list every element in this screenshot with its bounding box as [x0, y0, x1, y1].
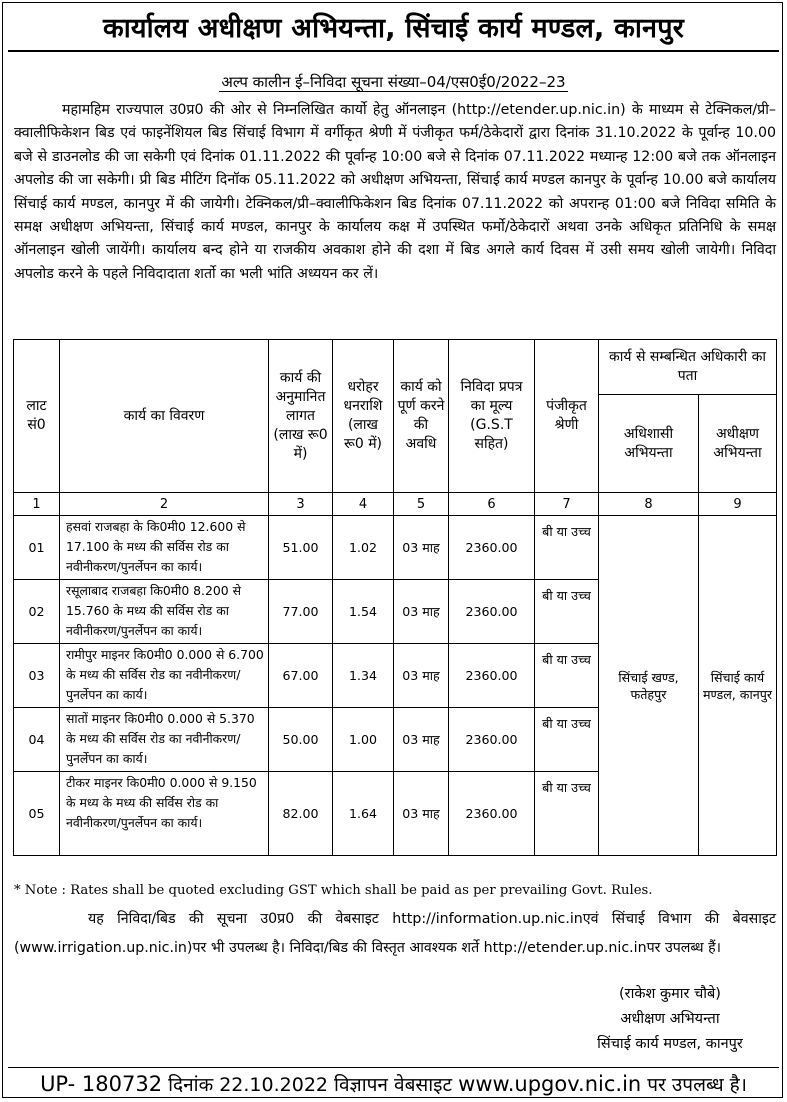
header-completion-period: कार्य को पूर्ण करने की अवधि — [394, 340, 449, 493]
header-form-cost: निविदा प्रपत्र का मूल्य (G.S.T सहित) — [449, 340, 535, 493]
column-number: 1 — [14, 493, 60, 516]
estimated-cost: 50.00 — [269, 708, 333, 772]
lot-number: 05 — [14, 772, 60, 856]
completion-period: 03 माह — [394, 516, 449, 580]
lot-number: 02 — [14, 580, 60, 644]
signatory-office: सिंचाई कार्य मण्डल, कानपुर — [597, 1036, 743, 1052]
column-number: 8 — [599, 493, 699, 516]
signatory-designation: अधीक्षण अभियन्ता — [620, 1011, 720, 1027]
column-number: 6 — [449, 493, 535, 516]
column-number: 2 — [60, 493, 269, 516]
header-registered-class: पंजीकृत श्रेणी — [535, 340, 599, 493]
work-description: रामीपुर माइनर कि0मी0 0.000 से 6.700 के मध्य की सर्विस रोड का नवीनीकरण/पुनर्लेपन का कार्य। — [60, 644, 269, 708]
executive-engineer-office: सिंचाई खण्ड, फतेहपुर — [599, 516, 699, 856]
header-earnest-money: धरोहर धनराशि (लाख रू0 में) — [333, 340, 394, 493]
page-title: कार्यालय अधीक्षण अभियन्ता, सिंचाई कार्य मण्डल, कानपुर — [103, 13, 684, 44]
header-executive-engineer: अधिशासी अभियन्ता — [599, 395, 699, 493]
completion-period: 03 माह — [394, 772, 449, 856]
bottom-divider — [8, 1067, 779, 1068]
form-cost: 2360.00 — [449, 644, 535, 708]
header-officer-address: कार्य से सम्बन्धित अधिकारी का पता — [599, 340, 777, 395]
registered-class: बी या उच्च — [535, 516, 599, 580]
work-description: हसवां राजबहा के कि0मी0 12.600 से 17.100 के मध्य की सर्विस रोड का नवीनीकरण/पुनर्लेपन का कार्य। — [60, 516, 269, 580]
completion-period: 03 माह — [394, 708, 449, 772]
registered-class: बी या उच्च — [535, 580, 599, 644]
header-superintending-engineer: अधीक्षण अभियन्ता — [699, 395, 777, 493]
column-number: 4 — [333, 493, 394, 516]
lot-number: 01 — [14, 516, 60, 580]
column-number: 7 — [535, 493, 599, 516]
registered-class: बी या उच्च — [535, 644, 599, 708]
superintending-engineer-office: सिंचाई कार्य मण्डल, कानपुर — [699, 516, 777, 856]
lot-number: 04 — [14, 708, 60, 772]
form-cost: 2360.00 — [449, 708, 535, 772]
form-cost: 2360.00 — [449, 580, 535, 644]
column-number: 9 — [699, 493, 777, 516]
estimated-cost: 77.00 — [269, 580, 333, 644]
form-cost: 2360.00 — [449, 772, 535, 856]
lot-number: 03 — [14, 644, 60, 708]
earnest-money: 1.00 — [333, 708, 394, 772]
work-description: सातों माइनर कि0मी0 0.000 से 5.370 के मध्य की सर्विस रोड का नवीनीकरण/पुनर्लेपन का कार्य। — [60, 708, 269, 772]
earnest-money: 1.64 — [333, 772, 394, 856]
advertisement-suffix: पर उपलब्ध है। — [647, 1074, 747, 1096]
advertisement-code: UP- 180732 — [40, 1072, 163, 1096]
works-table — [13, 339, 777, 856]
notice-number-text: अल्प कालीन ई–निविदा सूचना संख्या–04/एस0ई0/2022–23 — [221, 73, 566, 91]
column-number-row — [14, 493, 777, 516]
advertisement-line — [0, 1071, 787, 1097]
work-description: रसूलाबाद राजबहा कि0मी0 8.200 से 15.760 के मध्य की सर्विस रोड का नवीनीकरण/पुनर्लेपन का कार्य। — [60, 580, 269, 644]
table-row — [14, 516, 777, 580]
estimated-cost: 67.00 — [269, 644, 333, 708]
header-lot: लाट सं0 — [14, 340, 60, 493]
notice-number — [0, 72, 787, 92]
earnest-money: 1.02 — [333, 516, 394, 580]
completion-period: 03 माह — [394, 644, 449, 708]
work-description: टीकर माइनर कि0मी0 0.000 से 9.150 के मध्य के मध्य की सर्विस रोड का नवीनीकरण/पुनर्लेपन का कार्य। — [60, 772, 269, 856]
advertisement-date: दिनांक 22.10.2022 विज्ञापन वेबसाइट — [168, 1074, 453, 1096]
gst-note: * Note : Rates shall be quoted excluding GST which shall be paid as per prevailing Govt. Rules. — [14, 883, 653, 898]
registered-class: बी या उच्च — [535, 772, 599, 856]
registered-class: बी या उच्च — [535, 708, 599, 772]
intro-paragraph: महामहिम राज्यपाल उ0प्र0 की ओर से निम्नलिखित कार्यो हेतु ऑनलाइन (http://etender.up.nic.in) के माध्यम से टेक्निकल/प्री–क्वालीफिकेशन बिड एवं फाइनेंशियल बिड सिंचाई विभाग में वर्गीकृत श्रेणी में पंजीकृत फर्म/ठेकेदारों द्वारा दिनांक 31.10.2022 के पूर्वान्ह 10.00 बजे से डाउनलोड की जा सकेगी एवं दिनांक 01.11.2022 की पूर्वान्ह 10:00 बजे से दिनांक 07.11.2022 मध्यान्ह 12:00 बजे तक ऑनलाइन अपलोड की जा सकेगी। प्री बिड मीटिंग दिनॉक 05.11.2022 को अधीक्षण अभियन्ता, सिंचाई कार्य मण्डल कानपुर के पूर्वान्ह 10.00 बजे कार्यालय सिंचाई कार्य मण्डल, कानपुर में की जायेगी। टेक्निकल/प्री–क्वालीफिकेशन बिड दिनांक 07.11.2022 को अपरान्ह 01:00 बजे निविदा समिति के समक्ष अधीक्षण अभियन्ता, सिंचाई कार्य मण्डल, कानपुर के कार्यालय कक्ष में उपस्थित फर्मो/ठेकेदारों अथवा उनके अधिकृत प्रतिनिधि के समक्ष ऑनलाइन खोली जायेंगी। कार्यालय बन्द होने या राजकीय अवकाश होने की दशा में बिड अगले कार्य दिवस में उसी समय खोली जायेगी। निविदा अपलोड करने के पहले निविदादाता शर्तो का भली भांति अध्ययन कर लें। — [14, 102, 776, 282]
header-estimated-cost: कार्य की अनुमानित लागत (लाख रू0 में) — [269, 340, 333, 493]
website-info-paragraph: यह निविदा/बिड की सूचना उ0प्र0 की वेबसाइट http://information.up.nic.inएवं सिंचाई विभाग की बेवसाइट (www.irrigation.up.nic.in)पर भी उपलब्ध है। निविदा/बिड की विस्तृत आवश्यक शर्ते http://etender.up.nic.inपर उपलब्ध हैं। — [14, 911, 776, 956]
advertisement-website: www.upgov.nic.in — [458, 1072, 642, 1096]
earnest-money: 1.54 — [333, 580, 394, 644]
title-divider — [8, 50, 779, 52]
header-description: कार्य का विवरण — [60, 340, 269, 493]
completion-period: 03 माह — [394, 580, 449, 644]
column-number: 3 — [269, 493, 333, 516]
column-number: 5 — [394, 493, 449, 516]
earnest-money: 1.34 — [333, 644, 394, 708]
form-cost: 2360.00 — [449, 516, 535, 580]
estimated-cost: 82.00 — [269, 772, 333, 856]
estimated-cost: 51.00 — [269, 516, 333, 580]
signatory-name: (राकेश कुमार चौबे) — [619, 986, 721, 1002]
